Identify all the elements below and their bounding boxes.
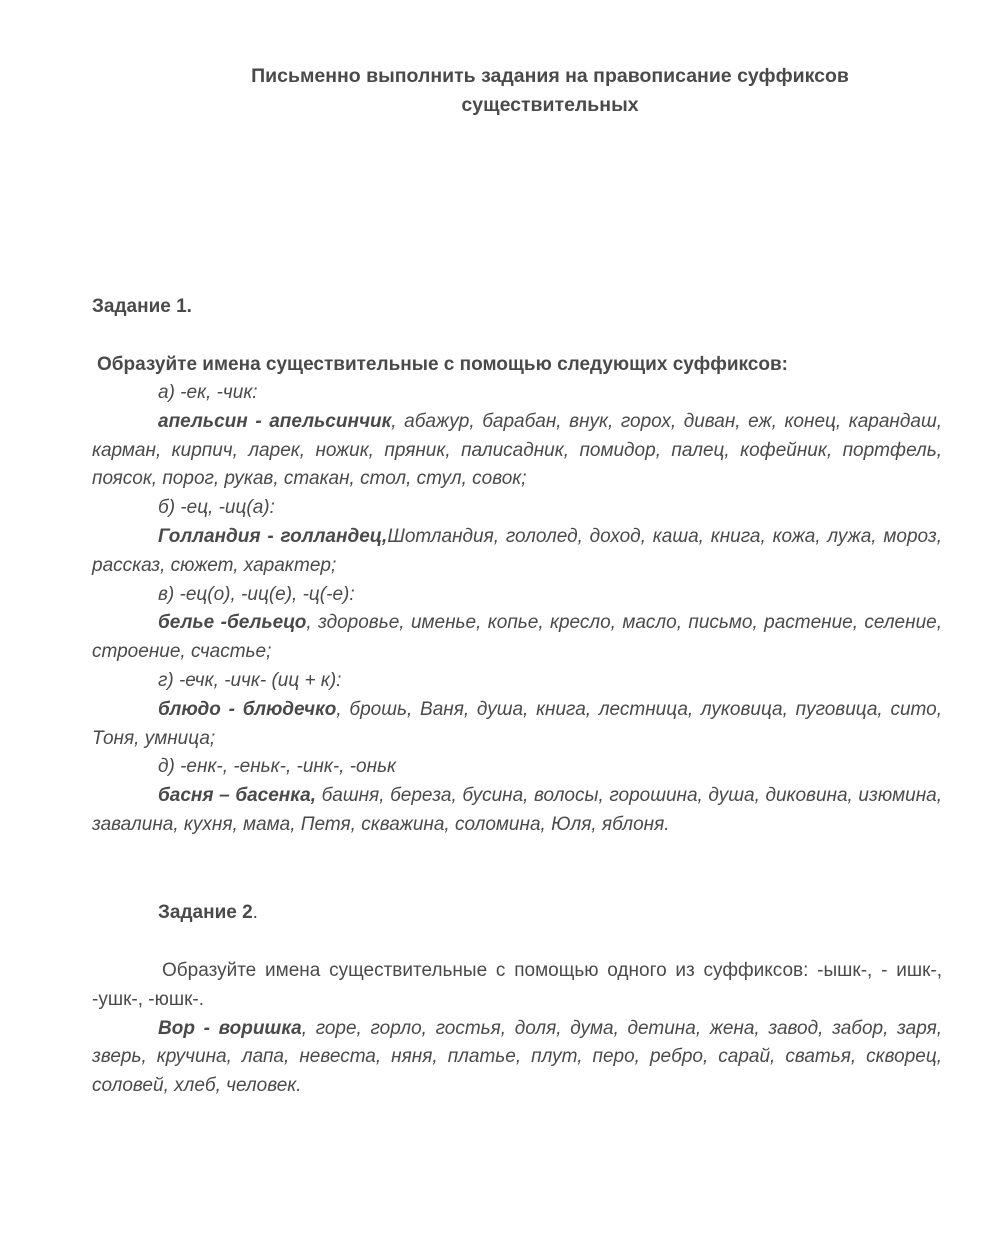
group-b-example: Голландия - голландец, <box>158 525 388 547</box>
group-e-words: башня, береза, бусина, волосы, горошина, душа, диковина, изюмина, завалина, кухня, мама, Петя, скважина, соломина, Юля, яблоня. <box>92 785 943 835</box>
group-e-example: басня – басенка, <box>158 785 316 807</box>
task2-text <box>92 1015 942 1101</box>
task1-heading: Задание 1. <box>92 296 192 317</box>
task1-exercises <box>92 379 942 840</box>
group-d-text <box>92 696 942 754</box>
task2-example: Вор - воришка <box>158 1017 302 1039</box>
group-e-label: д) -енк-, -еньк-, -инк-, -оньк <box>158 756 397 778</box>
task2-heading <box>158 898 258 927</box>
group-a-words: , абажур, барабан, внук, горох, диван, еж, конец, карандаш, карман, кирпич, ларек, ножик, пряник, палисадник, помидор, палец, кофейник, портфель, поясок, порог, рукав, стакан, стол, стул, совок; <box>92 410 942 490</box>
group-d-example: блюдо - блюдечко <box>158 698 337 720</box>
task1-instruction: Образуйте имена существительные с помощью следующих суффиксов: <box>97 354 788 375</box>
task2-heading-text: Задание 2 <box>158 902 253 923</box>
group-c-text <box>92 609 942 667</box>
group-a-text <box>92 408 942 494</box>
task2-heading-dot: . <box>252 902 258 923</box>
group-b-words: Шотландия, гололед, доход, каша, книга, кожа, лужа, мороз, рассказ, сюжет, характер; <box>92 525 942 576</box>
group-a-example: апельсин - апельсинчик <box>158 410 392 432</box>
task2-instruction: Образуйте имена существительные с помощью одного из суффиксов: -ышк-, - ишк-, -ушк-, -юшк-. <box>92 960 942 1010</box>
group-d-label: г) -ечк, -ичк- (иц + к): <box>158 669 342 691</box>
document-title: Письменно выполнить задания на правописание суффиксов существительных <box>251 65 849 116</box>
group-b-text <box>92 523 942 581</box>
task2-exercises <box>92 957 942 1101</box>
group-c-example: белье -бельецо <box>158 612 307 634</box>
group-b-label: б) -ец, -иц(а): <box>158 497 275 519</box>
group-d-words: , брошь, Ваня, душа, книга, лестница, луковица, пуговица, сито, Тоня, умница; <box>92 698 942 749</box>
group-c-label: в) -ец(о), -иц(е), -ц(-е): <box>158 583 355 605</box>
group-a-label: а) -ек, -чик: <box>158 382 258 403</box>
task2-words: , горе, горло, гостья, доля, дума, детина, жена, завод, забор, заря, зверь, кручина, лапа, невеста, няня, платье, плут, перо, ребро, сарай, сватья, скворец, соловей, хлеб, человек. <box>92 1017 942 1097</box>
group-c-words: , здоровье, именье, копье, кресло, масло, письмо, растение, селение, строение, счастье; <box>92 612 942 663</box>
group-e-text <box>92 782 942 840</box>
